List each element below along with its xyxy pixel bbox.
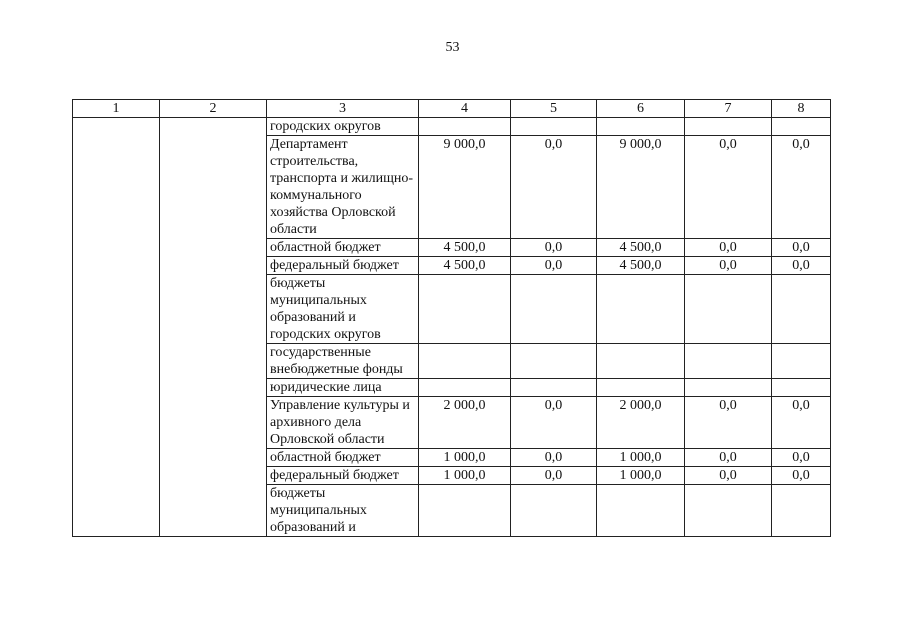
value-cell: 4 500,0 [419,257,511,275]
value-cell [511,344,597,379]
value-cell: 2 000,0 [597,397,685,449]
value-cell: 1 000,0 [419,449,511,467]
value-cell: 2 000,0 [419,397,511,449]
value-cell [511,118,597,136]
value-cell: 9 000,0 [597,136,685,239]
value-cell [685,275,772,344]
value-cell: 0,0 [511,239,597,257]
value-cell [772,379,831,397]
table-body [73,100,831,537]
value-cell [597,485,685,537]
value-cell [772,275,831,344]
header-cell: 8 [772,100,831,118]
value-cell: 4 500,0 [419,239,511,257]
value-cell [511,275,597,344]
value-cell: 1 000,0 [597,467,685,485]
value-cell: 0,0 [685,136,772,239]
value-cell [419,485,511,537]
value-cell: 0,0 [772,136,831,239]
value-cell [685,379,772,397]
value-cell: 1 000,0 [419,467,511,485]
header-cell: 2 [160,100,267,118]
value-cell [685,344,772,379]
value-cell: 0,0 [511,467,597,485]
value-cell: 0,0 [772,449,831,467]
budget-table [72,99,831,537]
value-cell: 0,0 [772,257,831,275]
value-cell: 0,0 [511,397,597,449]
row-label: государственные внебюджетные фонды [267,344,419,379]
value-cell: 0,0 [685,467,772,485]
value-cell: 4 500,0 [597,257,685,275]
row-label: федеральный бюджет [267,467,419,485]
header-cell: 5 [511,100,597,118]
row-label: федеральный бюджет [267,257,419,275]
value-cell [511,379,597,397]
value-cell [419,118,511,136]
value-cell [419,379,511,397]
value-cell [772,485,831,537]
value-cell [772,344,831,379]
value-cell: 9 000,0 [419,136,511,239]
column-1-cell [73,118,160,537]
header-cell: 1 [73,100,160,118]
value-cell: 0,0 [685,239,772,257]
column-2-cell [160,118,267,537]
value-cell: 0,0 [772,239,831,257]
value-cell [597,118,685,136]
value-cell: 0,0 [685,257,772,275]
value-cell: 0,0 [685,397,772,449]
header-cell: 4 [419,100,511,118]
value-cell [597,344,685,379]
row-label: областной бюджет [267,239,419,257]
row-label: Управление культуры и архивного дела Орловской области [267,397,419,449]
value-cell: 0,0 [511,136,597,239]
row-label: городских округов [267,118,419,136]
header-cell: 6 [597,100,685,118]
value-cell [597,275,685,344]
row-label: Департамент строительства, транспорта и жилищно-коммунального хозяйства Орловской области [267,136,419,239]
value-cell [685,118,772,136]
table-header-row [73,100,831,118]
value-cell [511,485,597,537]
row-label: юридические лица [267,379,419,397]
row-label: бюджеты муниципальных образований и городских округов [267,275,419,344]
value-cell [772,118,831,136]
value-cell [419,344,511,379]
value-cell [685,485,772,537]
value-cell: 1 000,0 [597,449,685,467]
value-cell: 4 500,0 [597,239,685,257]
value-cell [419,275,511,344]
page-number: 53 [445,40,460,55]
row-label: бюджеты муниципальных образований и [267,485,419,537]
row-label: областной бюджет [267,449,419,467]
table-row [73,118,831,136]
value-cell: 0,0 [772,397,831,449]
value-cell: 0,0 [511,449,597,467]
value-cell: 0,0 [772,467,831,485]
value-cell: 0,0 [511,257,597,275]
value-cell: 0,0 [685,449,772,467]
header-cell: 7 [685,100,772,118]
value-cell [597,379,685,397]
header-cell: 3 [267,100,419,118]
